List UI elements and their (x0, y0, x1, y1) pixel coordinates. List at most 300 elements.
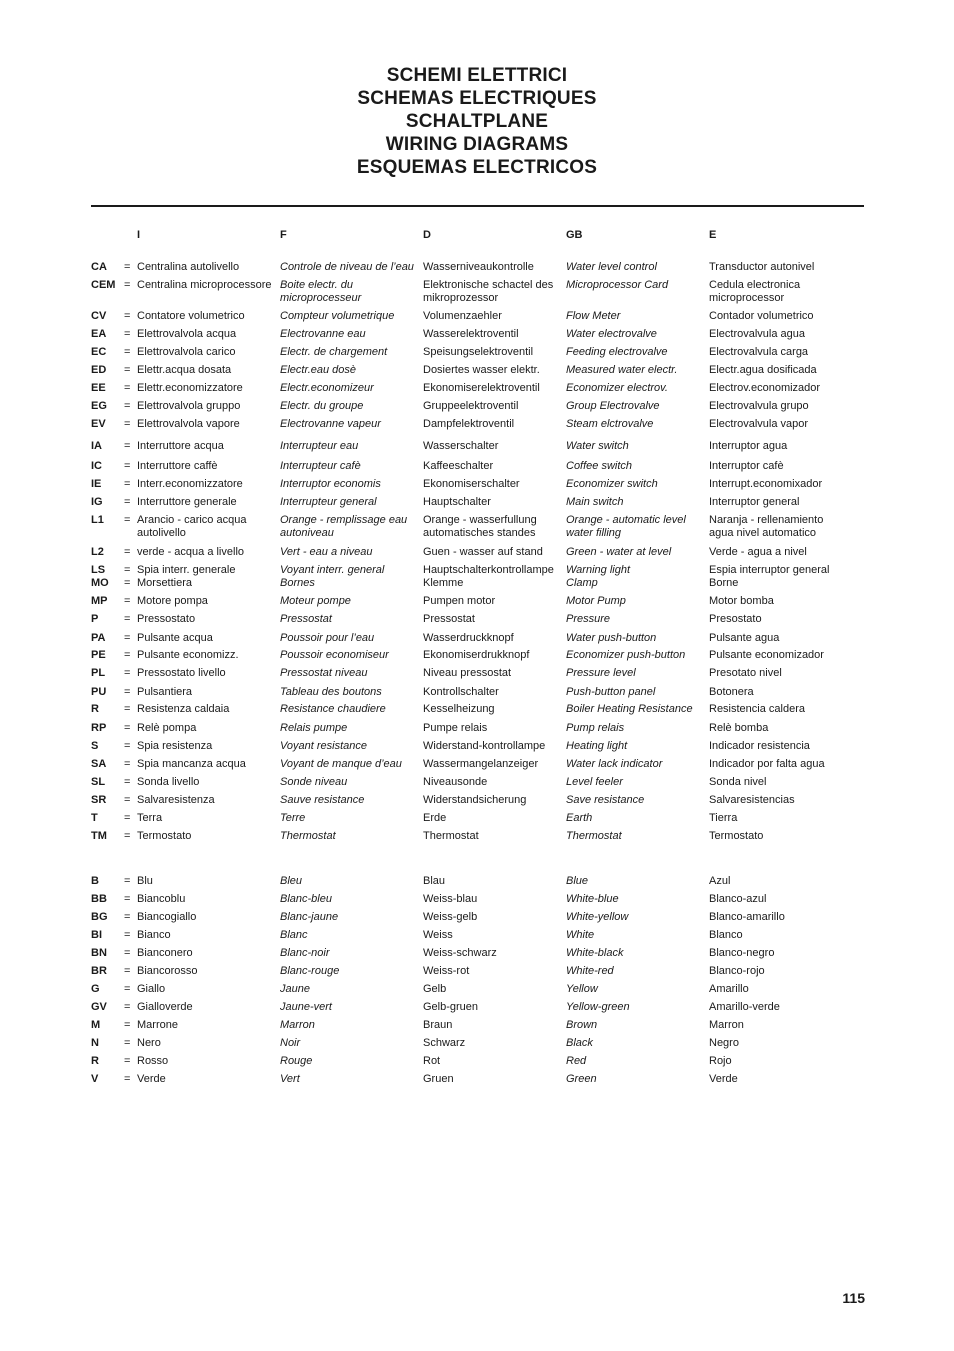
term-es: Negro (709, 1037, 739, 1049)
term-fr: Blanc (280, 929, 308, 941)
term-gb: Black (566, 1037, 593, 1049)
term-fr: Orange - remplissage eau autoniveau (280, 514, 408, 539)
term-gb: Motor Pump (566, 595, 626, 607)
legend-code: PE (91, 649, 106, 661)
term-fr: Electrovanne eau (280, 328, 366, 340)
legend-code: N (91, 1037, 99, 1049)
term-es: Interrupt.economixador (709, 478, 823, 490)
term-fr: Blanc-noir (280, 947, 330, 959)
equals-sign: = (124, 1037, 131, 1049)
term-it: Morsettiera (137, 577, 193, 589)
term-de: Braun (423, 1019, 453, 1031)
term-de: Blau (423, 875, 446, 887)
equals-sign: = (124, 1001, 131, 1013)
equals-sign: = (124, 514, 131, 526)
term-it: Verde (137, 1073, 166, 1085)
legend-code: PL (91, 667, 106, 679)
term-it: Sonda livello (137, 776, 200, 788)
term-de: Speisungselektroventil (423, 346, 534, 358)
term-it: Contatore volumetrico (137, 310, 245, 322)
term-gb: Water lack indicator (566, 758, 663, 770)
term-gb: Thermostat (566, 830, 622, 842)
term-it: Pulsante economizz. (137, 649, 239, 661)
term-de: Gruppeelektroventil (423, 400, 519, 412)
term-it: Elettrovalvola acqua (137, 328, 237, 340)
legend-code: MO (91, 577, 109, 589)
term-fr: Resistance chaudiere (280, 703, 386, 715)
legend-code: PU (91, 686, 107, 698)
equals-sign: = (124, 703, 131, 715)
legend-code: BG (91, 911, 108, 923)
term-de: Erde (423, 812, 447, 824)
term-it: Interruttore caffè (137, 460, 218, 472)
term-fr: Moteur pompe (280, 595, 351, 607)
term-gb: Feeding electrovalve (566, 346, 668, 358)
term-fr: Sonde niveau (280, 776, 348, 788)
term-es: Resistencia caldera (709, 703, 805, 715)
equals-sign: = (124, 929, 131, 941)
equals-sign: = (124, 740, 131, 752)
term-es: Marron (709, 1019, 744, 1031)
term-fr: Voyant resistance (280, 740, 368, 752)
legend-code: ED (91, 364, 107, 376)
term-it: Bianconero (137, 947, 193, 959)
term-de: Kontrollschalter (423, 686, 499, 698)
legend-code: EC (91, 346, 107, 358)
term-gb: Yellow (566, 983, 598, 995)
term-it: Biancogiallo (137, 911, 197, 923)
term-de: Niveau pressostat (423, 667, 512, 679)
term-fr: Pressostat (280, 613, 332, 625)
legend-code: BI (91, 929, 102, 941)
term-fr: Jaune-vert (280, 1001, 332, 1013)
term-it: Pressostato livello (137, 667, 226, 679)
term-gb: Blue (566, 875, 589, 887)
legend-code: SA (91, 758, 107, 770)
term-gb: Coffee switch (566, 460, 633, 472)
term-it: Termostato (137, 830, 192, 842)
legend-code: CA (91, 261, 107, 273)
term-gb: Water electrovalve (566, 328, 657, 340)
term-gb: Microprocessor Card (566, 279, 669, 291)
term-de: Pumpe relais (423, 722, 488, 734)
term-es: Electrovalvula agua (709, 328, 806, 340)
column-header-es: E (709, 229, 717, 241)
term-es: Presotato nivel (709, 667, 782, 679)
term-gb: Red (566, 1055, 587, 1067)
term-fr: Interrupteur cafè (280, 460, 361, 472)
header-rule (91, 205, 864, 207)
equals-sign: = (124, 261, 131, 273)
equals-sign: = (124, 1019, 131, 1031)
equals-sign: = (124, 440, 131, 452)
term-es: Verde (709, 1073, 738, 1085)
title-gb: WIRING DIAGRAMS (385, 134, 569, 155)
term-es: Presostato (709, 613, 762, 625)
term-gb: Water switch (566, 440, 629, 452)
term-fr: Compteur volumetrique (280, 310, 395, 322)
term-de: Dosiertes wasser elektr. (423, 364, 540, 376)
equals-sign: = (124, 418, 131, 430)
term-es: Blanco (709, 929, 743, 941)
legend-code: L2 (91, 546, 104, 558)
term-fr: Poussoir economiseur (280, 649, 389, 661)
term-it: Interruttore acqua (137, 440, 224, 452)
term-fr: Voyant de manque d’eau (280, 758, 402, 770)
term-de: Elektronische schactel des mikroprozessor (423, 279, 554, 304)
term-gb: Earth (566, 812, 593, 824)
term-es: Interruptor cafè (709, 460, 784, 472)
term-gb: Economizer electrov. (566, 382, 668, 394)
term-gb: Level feeler (566, 776, 623, 788)
equals-sign: = (124, 310, 131, 322)
equals-sign: = (124, 983, 131, 995)
term-gb: Group Electrovalve (566, 400, 660, 412)
term-de: Orange - wasserfullung automatisches standes (423, 514, 537, 539)
term-gb: Clamp (566, 577, 598, 589)
term-de: Klemme (423, 577, 464, 589)
term-de: Widerstand-kontrollampe (423, 740, 546, 752)
term-de: Gelb (423, 983, 447, 995)
term-gb: White-red (566, 965, 614, 977)
term-es: Amarillo-verde (709, 1001, 780, 1013)
legend-code: IA (91, 440, 102, 452)
legend-code: SR (91, 794, 107, 806)
column-header-de: D (423, 229, 431, 241)
term-it: Marrone (137, 1019, 178, 1031)
term-it: Arancio - carico acqua autolivello (137, 514, 247, 539)
equals-sign: = (124, 649, 131, 661)
term-gb: Pump relais (566, 722, 625, 734)
equals-sign: = (124, 478, 131, 490)
term-es: Azul (709, 875, 731, 887)
term-es: Cedula electronica microprocessor (709, 279, 801, 304)
equals-sign: = (124, 667, 131, 679)
equals-sign: = (124, 564, 131, 576)
term-es: Interruptor agua (709, 440, 788, 452)
term-es: Tierra (709, 812, 738, 824)
term-es: Blanco-azul (709, 893, 767, 905)
term-de: Kesselheizung (423, 703, 495, 715)
term-it: Elettrovalvola carico (137, 346, 236, 358)
term-fr: Pressostat niveau (280, 667, 368, 679)
equals-sign: = (124, 595, 131, 607)
term-fr: Boite electr. du microprocesseur (280, 279, 362, 304)
term-gb: Economizer switch (566, 478, 658, 490)
term-gb: Heating light (566, 740, 628, 752)
term-de: Wasserniveaukontrolle (423, 261, 534, 273)
term-it: Elettrovalvola gruppo (137, 400, 241, 412)
term-gb: Green (566, 1073, 597, 1085)
term-it: Interruttore generale (137, 496, 237, 508)
term-gb: Flow Meter (566, 310, 621, 322)
term-fr: Interrupteur eau (280, 440, 359, 452)
term-gb: Orange - automatic level water filling (566, 514, 686, 539)
term-gb: White-blue (566, 893, 619, 905)
term-it: Pulsante acqua (137, 632, 213, 644)
term-de: Hauptschalter (423, 496, 491, 508)
legend-code: EA (91, 328, 107, 340)
term-de: Kaffeeschalter (423, 460, 494, 472)
equals-sign: = (124, 947, 131, 959)
term-gb: Green - water at level (566, 546, 672, 558)
term-es: Espia interruptor general (709, 564, 830, 576)
term-es: Rojo (709, 1055, 732, 1067)
column-header-it: I (137, 229, 141, 241)
term-fr: Vert - eau a niveau (280, 546, 373, 558)
legend-code: RP (91, 722, 107, 734)
term-de: Weiss-blau (423, 893, 478, 905)
term-es: Pulsante economizador (709, 649, 824, 661)
term-it: Nero (137, 1037, 161, 1049)
term-fr: Sauve resistance (280, 794, 365, 806)
term-de: Thermostat (423, 830, 479, 842)
legend-code: CEM (91, 279, 116, 291)
term-de: Widerstandsicherung (423, 794, 527, 806)
legend-code: EV (91, 418, 106, 430)
term-es: Verde - agua a nivel (709, 546, 807, 558)
term-gb: Water push-button (566, 632, 657, 644)
term-it: Pulsantiera (137, 686, 193, 698)
term-fr: Electr. de chargement (280, 346, 388, 358)
term-de: Weiss-gelb (423, 911, 478, 923)
equals-sign: = (124, 279, 131, 291)
legend-code: LS (91, 564, 106, 576)
term-gb: Yellow-green (566, 1001, 630, 1013)
term-fr: Controle de niveau de l’eau (280, 261, 414, 273)
legend-code: GV (91, 1001, 107, 1013)
term-es: Amarillo (709, 983, 749, 995)
term-fr: Rouge (280, 1055, 313, 1067)
term-gb: Pressure (566, 613, 611, 625)
term-es: Termostato (709, 830, 764, 842)
term-fr: Bleu (280, 875, 303, 887)
term-it: Centralina microprocessore (137, 279, 272, 291)
term-es: Contador volumetrico (709, 310, 814, 322)
term-es: Interruptor general (709, 496, 800, 508)
legend-code: R (91, 1055, 99, 1067)
equals-sign: = (124, 686, 131, 698)
term-gb: Water level control (566, 261, 657, 273)
term-es: Indicador por falta agua (709, 758, 825, 770)
term-es: Electr.agua dosificada (709, 364, 817, 376)
term-fr: Blanc-jaune (280, 911, 339, 923)
term-fr: Blanc-rouge (280, 965, 340, 977)
legend-code: EE (91, 382, 106, 394)
legend-code: IG (91, 496, 103, 508)
term-gb: Economizer push-button (566, 649, 686, 661)
term-it: Pressostato (137, 613, 196, 625)
legend-code: M (91, 1019, 101, 1031)
equals-sign: = (124, 1055, 131, 1067)
term-de: Weiss-schwarz (423, 947, 497, 959)
equals-sign: = (124, 794, 131, 806)
term-fr: Electr.economizeur (280, 382, 374, 394)
term-it: Blu (137, 875, 153, 887)
term-es: Electrovalvula vapor (709, 418, 809, 430)
column-header-gb: GB (566, 229, 583, 241)
term-gb: White-yellow (566, 911, 629, 923)
term-gb: Save resistance (566, 794, 645, 806)
legend-code: BR (91, 965, 107, 977)
term-gb: White-black (566, 947, 624, 959)
equals-sign: = (124, 613, 131, 625)
term-es: Relè bomba (709, 722, 769, 734)
legend-code: L1 (91, 514, 104, 526)
legend-code: IE (91, 478, 102, 490)
term-fr: Interruptor economis (280, 478, 381, 490)
term-fr: Poussoir pour l’eau (280, 632, 375, 644)
equals-sign: = (124, 460, 131, 472)
term-es: Indicador resistencia (709, 740, 810, 752)
equals-sign: = (124, 722, 131, 734)
term-es: Salvaresistencias (709, 794, 795, 806)
term-de: Weiss-rot (423, 965, 470, 977)
equals-sign: = (124, 893, 131, 905)
term-fr: Blanc-bleu (280, 893, 332, 905)
term-de: Rot (423, 1055, 441, 1067)
title-es: ESQUEMAS ELECTRICOS (356, 157, 598, 178)
term-de: Gruen (423, 1073, 454, 1085)
title-fr: SCHEMAS ELECTRIQUES (357, 88, 597, 109)
legend-code: TM (91, 830, 107, 842)
equals-sign: = (124, 400, 131, 412)
term-de: Pumpen motor (423, 595, 496, 607)
term-fr: Bornes (280, 577, 315, 589)
equals-sign: = (124, 911, 131, 923)
term-fr: Relais pumpe (280, 722, 348, 734)
legend-code: T (91, 812, 98, 824)
term-gb: White (566, 929, 595, 941)
equals-sign: = (124, 1073, 131, 1085)
legend-code: B (91, 875, 99, 887)
term-it: Resistenza caldaia (137, 703, 230, 715)
term-it: Giallo (137, 983, 166, 995)
legend-code: EG (91, 400, 107, 412)
equals-sign: = (124, 546, 131, 558)
equals-sign: = (124, 812, 131, 824)
term-it: Salvaresistenza (137, 794, 215, 806)
term-it: Biancorosso (137, 965, 198, 977)
equals-sign: = (124, 577, 131, 589)
legend-code: G (91, 983, 100, 995)
term-fr: Interrupteur general (280, 496, 377, 508)
term-fr: Voyant interr. general (280, 564, 385, 576)
term-de: Wassermangelanzeiger (423, 758, 539, 770)
term-it: verde - acqua a livello (137, 546, 245, 558)
term-de: Ekonomiserelektroventil (423, 382, 540, 394)
column-header-fr: F (280, 229, 287, 241)
term-de: Niveausonde (423, 776, 488, 788)
term-de: Pressostat (423, 613, 475, 625)
term-it: Bianco (137, 929, 171, 941)
term-fr: Electr. du groupe (280, 400, 364, 412)
term-it: Spia interr. generale (137, 564, 236, 576)
term-fr: Tableau des boutons (280, 686, 382, 698)
term-it: Elettr.economizzatore (137, 382, 243, 394)
term-fr: Terre (280, 812, 306, 824)
term-de: Wasserschalter (423, 440, 499, 452)
equals-sign: = (124, 382, 131, 394)
term-de: Dampfelektroventil (423, 418, 515, 430)
legend-code: IC (91, 460, 102, 472)
term-gb: Brown (566, 1019, 598, 1031)
term-de: Weiss (423, 929, 453, 941)
equals-sign: = (124, 346, 131, 358)
equals-sign: = (124, 496, 131, 508)
legend-code: BN (91, 947, 107, 959)
legend-code: S (91, 740, 99, 752)
term-de: Wasserdruckknopf (423, 632, 514, 644)
equals-sign: = (124, 758, 131, 770)
term-es: Botonera (709, 686, 754, 698)
equals-sign: = (124, 328, 131, 340)
term-es: Sonda nivel (709, 776, 767, 788)
title-it: SCHEMI ELETTRICI (386, 65, 568, 86)
term-es: Motor bomba (709, 595, 774, 607)
term-es: Borne (709, 577, 739, 589)
legend-code: CV (91, 310, 107, 322)
term-fr: Electrovanne vapeur (280, 418, 381, 430)
term-de: Wasserelektroventil (423, 328, 519, 340)
term-es: Blanco-negro (709, 947, 775, 959)
term-gb: Measured water electr. (566, 364, 678, 376)
term-es: Transductor autonivel (709, 261, 815, 273)
term-de: Guen - wasser auf stand (423, 546, 543, 558)
term-it: Interr.economizzatore (137, 478, 243, 490)
term-it: Spia resistenza (137, 740, 213, 752)
page-titles (0, 64, 954, 179)
term-it: Elettrovalvola vapore (137, 418, 240, 430)
title-de: SCHALTPLANE (405, 111, 549, 132)
term-fr: Marron (280, 1019, 315, 1031)
term-fr: Noir (280, 1037, 301, 1049)
term-it: Biancoblu (137, 893, 186, 905)
term-es: Pulsante agua (709, 632, 780, 644)
term-it: Rosso (137, 1055, 169, 1067)
term-de: Hauptschalterkontrollampe (423, 564, 554, 576)
term-it: Spia mancanza acqua (137, 758, 246, 770)
equals-sign: = (124, 830, 131, 842)
term-es: Electrov.economizador (709, 382, 821, 394)
term-es: Blanco-amarillo (709, 911, 785, 923)
term-it: Terra (137, 812, 163, 824)
equals-sign: = (124, 776, 131, 788)
term-fr: Thermostat (280, 830, 336, 842)
equals-sign: = (124, 965, 131, 977)
term-gb: Main switch (566, 496, 624, 508)
term-it: Relè pompa (137, 722, 197, 734)
term-it: Centralina autolivello (137, 261, 240, 273)
equals-sign: = (124, 364, 131, 376)
term-es: Blanco-rojo (709, 965, 765, 977)
legend-code: V (91, 1073, 99, 1085)
term-gb: Pressure level (566, 667, 636, 679)
term-fr: Jaune (280, 983, 310, 995)
term-fr: Vert (280, 1073, 300, 1085)
term-it: Gialloverde (137, 1001, 193, 1013)
legend-code: R (91, 703, 99, 715)
term-es: Electrovalvula grupo (709, 400, 809, 412)
legend-code: MP (91, 595, 108, 607)
term-es: Electrovalvula carga (709, 346, 809, 358)
term-de: Ekonomiserschalter (423, 478, 520, 490)
term-fr: Electr.eau dosè (280, 364, 357, 376)
equals-sign: = (124, 875, 131, 887)
term-gb: Warning light (566, 564, 630, 576)
legend-code: PA (91, 632, 106, 644)
page-number: 115 (842, 1290, 865, 1306)
